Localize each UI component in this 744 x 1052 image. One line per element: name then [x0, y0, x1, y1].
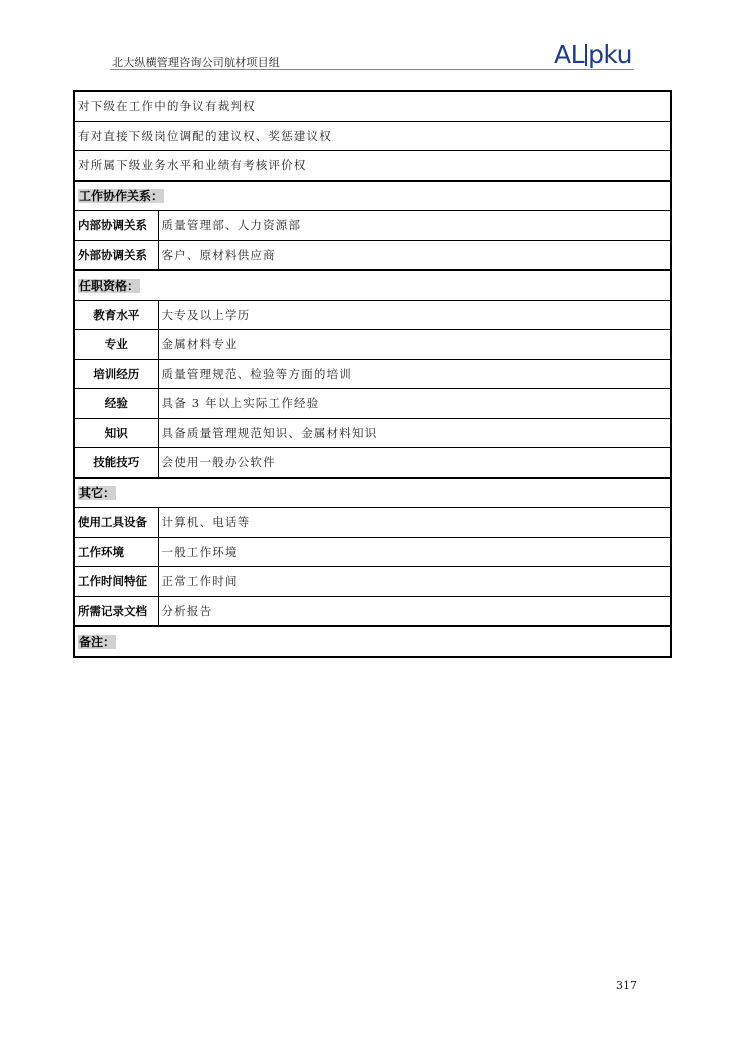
- other-value: 计算机、电话等: [158, 508, 671, 538]
- other-label: 所需记录文档: [74, 596, 158, 626]
- table-row: [74, 121, 671, 151]
- section-row-qualifications: [74, 270, 671, 300]
- qualification-label: 技能技巧: [74, 448, 158, 478]
- table-row: [74, 448, 671, 478]
- section-heading-cooperation: 工作协作关系：: [79, 189, 164, 204]
- table-row: [74, 91, 671, 121]
- internal-coordination-label: 内部协调关系: [74, 211, 158, 241]
- page-header: [110, 38, 634, 70]
- authority-item: 对所属下级业务水平和业绩有考核评价权: [74, 151, 671, 181]
- table-row: [74, 300, 671, 330]
- table-row: [74, 211, 671, 241]
- qualification-value: 金属材料专业: [158, 330, 671, 360]
- qualification-label: 知识: [74, 418, 158, 448]
- qualification-label: 培训经历: [74, 359, 158, 389]
- section-row-cooperation: [74, 181, 671, 211]
- other-value: 一般工作环境: [158, 537, 671, 567]
- table-row: [74, 389, 671, 419]
- qualification-value: 具备 3 年以上实际工作经验: [158, 389, 671, 419]
- table-row: [74, 596, 671, 626]
- section-heading-other: 其它：: [79, 486, 116, 501]
- table-row: [74, 508, 671, 538]
- table-row: [74, 567, 671, 597]
- table-row: [74, 537, 671, 567]
- section-heading-remarks: 备注：: [79, 634, 116, 649]
- page-number: 317: [616, 979, 637, 992]
- section-heading-qualifications: 任职资格：: [79, 278, 140, 293]
- qualification-value: 大专及以上学历: [158, 300, 671, 330]
- table-row: [74, 359, 671, 389]
- table-row: [74, 330, 671, 360]
- qualification-value: 具备质量管理规范知识、金属材料知识: [158, 418, 671, 448]
- other-value: 分析报告: [158, 596, 671, 626]
- qualification-label: 专业: [74, 330, 158, 360]
- external-coordination-value: 客户、原材料供应商: [158, 240, 671, 270]
- authority-item: 有对直接下级岗位调配的建议权、奖惩建议权: [74, 121, 671, 151]
- other-label: 工作时间特征: [74, 567, 158, 597]
- header-title: 北大纵横管理咨询公司航材项目组: [112, 56, 280, 69]
- section-row-other: [74, 478, 671, 508]
- section-row-remarks: [74, 626, 671, 657]
- table-row: [74, 151, 671, 181]
- qualification-label: 经验: [74, 389, 158, 419]
- qualification-value: 会使用一般办公软件: [158, 448, 671, 478]
- other-value: 正常工作时间: [158, 567, 671, 597]
- external-coordination-label: 外部协调关系: [74, 240, 158, 270]
- header-rule: [110, 69, 634, 70]
- authority-item: 对下级在工作中的争议有裁判权: [74, 91, 671, 121]
- table-row: [74, 418, 671, 448]
- internal-coordination-value: 质量管理部、人力资源部: [158, 211, 671, 241]
- other-label: 工作环境: [74, 537, 158, 567]
- job-description-table: [73, 90, 672, 658]
- table-row: [74, 240, 671, 270]
- company-logo: A L pku: [554, 40, 632, 69]
- other-label: 使用工具设备: [74, 508, 158, 538]
- qualification-value: 质量管理规范、检验等方面的培训: [158, 359, 671, 389]
- qualification-label: 教育水平: [74, 300, 158, 330]
